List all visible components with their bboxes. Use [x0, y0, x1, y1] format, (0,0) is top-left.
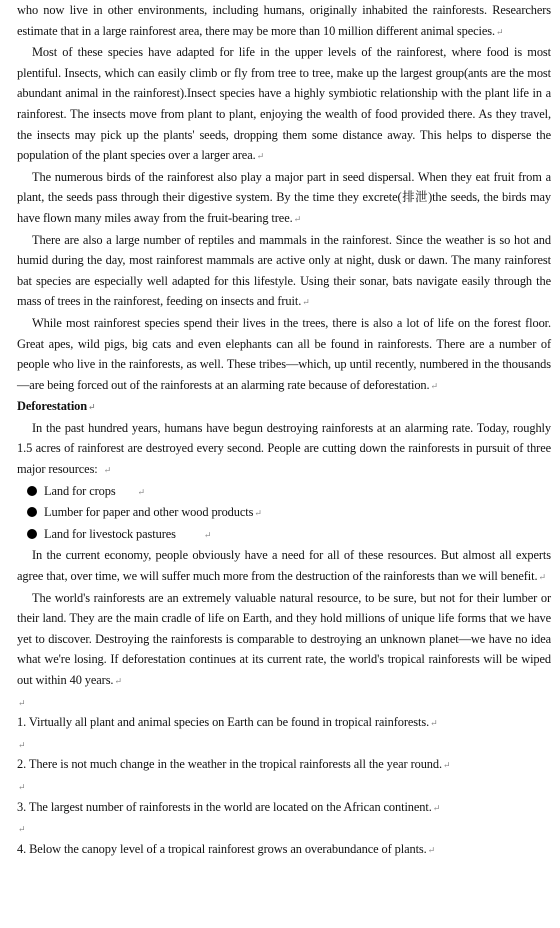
paragraph-3: The numerous birds of the rainforest also play a major part in seed dispersal. When they eat fruit from a plant, the seeds pass through their digestive system. By the time they excrete(排泄)the seeds, the birds may have flown many miles away from the fruit-bearing tree.↵: [17, 169, 551, 225]
paragraph-mark: ↵: [114, 676, 122, 686]
paragraph-mark: ↵: [18, 739, 26, 750]
section-heading: Deforestation↵: [17, 399, 96, 414]
list-item: Lumber for paper and other wood products↵: [27, 502, 551, 524]
paragraph-mark: ↵: [442, 760, 451, 771]
list-item: Land for crops ↵: [27, 481, 551, 503]
paragraph-mark: ↵: [203, 529, 212, 540]
paragraph-mark: ↵: [430, 380, 438, 391]
paragraph-mark: ↵: [137, 486, 145, 497]
empty-line: [17, 734, 551, 755]
paragraph-mark: ↵: [430, 718, 438, 729]
paragraph-mark: ↵: [302, 297, 310, 308]
question-2: 2. There is not much change in the weather in the tropical rainforests all the year round.↵: [17, 757, 451, 772]
paragraph-mark: ↵: [538, 572, 546, 583]
resource-list: [17, 481, 551, 546]
paragraph-mark: ↵: [18, 781, 26, 792]
paragraph-4: There are also a large number of reptiles and mammals in the rainforest. Since the weather is so hot and humid during the day, most rainforest mammals are active only at night, dusk or dawn. The many rainforest bat species are especially well adapted for this lifestyle. Using their sonar, bats navigate easily through the mass of trees in the rainforest, feeding on insects and fruit.↵: [17, 232, 551, 309]
empty-line: [17, 818, 551, 839]
question-3: 3. The largest number of rainforests in the world are located on the African continent.↵: [17, 799, 441, 814]
empty-line: [17, 776, 551, 797]
paragraph-mark: ↵: [256, 151, 265, 162]
paragraph-mark: ↵: [432, 802, 441, 813]
paragraph-mark: ↵: [427, 844, 436, 855]
paragraph-6: In the past hundred years, humans have begun destroying rainforests at an alarming rate. Today, roughly 1.5 acres of rainforest are destroyed every second. People are cutting down the rainforests in pursuit of three major resources: ↵: [17, 420, 551, 477]
paragraph-1: who now live in other environments, including humans, originally inhabited the rainforests. Researchers estimate that in a large rainforest area, there may be more than 10 million different animal species.↵: [17, 3, 551, 38]
paragraph-mark: ↵: [496, 26, 504, 37]
paragraph-mark: ↵: [103, 465, 112, 476]
paragraph-8: The world's rainforests are an extremely valuable natural resource, to be sure, but not for their lumber or their land. They are the main cradle of life on Earth, and they hold millions of unique life forms that we have yet to discover. Destroying the rainforests is comparable to destroying an unknown planet—we have no idea what we're losing. If deforestation continues at its current rate, the world's tropical rainforests will be wiped out within 40 years.↵: [17, 590, 551, 687]
question-1: 1. Virtually all plant and animal species on Earth can be found in tropical rainforests.↵: [17, 715, 438, 730]
paragraph-mark: ↵: [254, 508, 262, 519]
paragraph-mark: ↵: [88, 402, 96, 413]
question-4: 4. Below the canopy level of a tropical rainforest grows an overabundance of plants.↵: [17, 841, 436, 856]
paragraph-7: In the current economy, people obviously have a need for all of these resources. But almost all experts agree that, over time, we will suffer much more from the destruction of the rainforests than we will benefit.↵: [17, 548, 551, 584]
paragraph-5: While most rainforest species spend their lives in the trees, there is also a lot of life on the forest floor. Great apes, wild pigs, big cats and even elephants can all be found in rainforests. There are a number of people who live in the rainforests, as well. These tribes—which, up until recently, numbered in the thousands—are being forced out of the rainforests at an alarming rate because of deforestation.↵: [17, 315, 551, 392]
paragraph-2: Most of these species have adapted for life in the upper levels of the rainforest, where food is most plentiful. Insects, which can easily climb or fly from tree to tree, make up the largest group(ants are the most abundant animal in the rainforest).Insect species have a highly symbiotic relationship with the plant life in a rainforest. The insects move from plant to plant, enjoying the wealth of food provided there. As they travel, the insects may pick up the plants' seeds, dropping them some distance away. This helps to disperse the population of the plant species over a larger area.↵: [17, 45, 551, 163]
paragraph-mark: ↵: [18, 697, 26, 708]
paragraph-mark: ↵: [18, 824, 26, 835]
paragraph-mark: ↵: [293, 213, 302, 224]
list-item: Land for livestock pastures ↵: [27, 524, 551, 546]
empty-line: [17, 692, 551, 713]
